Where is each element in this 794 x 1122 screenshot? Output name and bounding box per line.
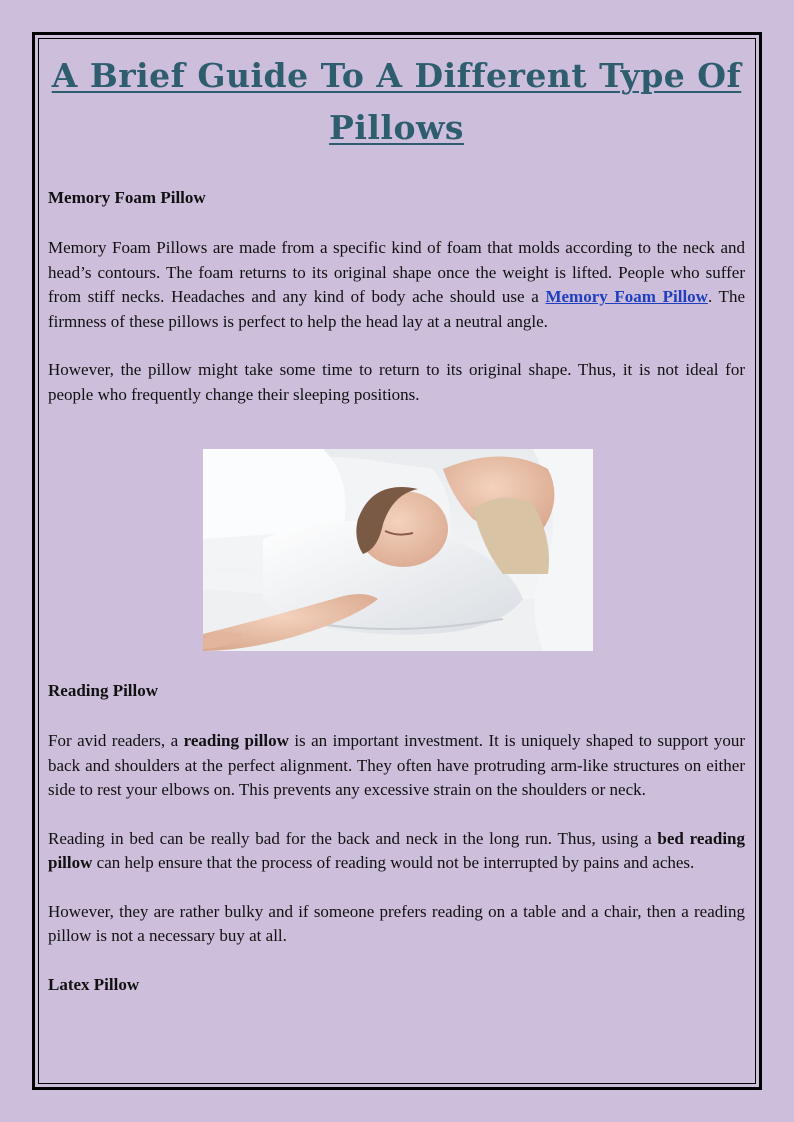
reading-paragraph-2 — [48, 827, 745, 876]
paragraph-text: Reading in bed can be really bad for the back and neck in the long run. Thus, using a — [48, 828, 658, 848]
section-heading-memory-foam: Memory Foam Pillow — [48, 188, 206, 207]
reading-paragraph-3: However, they are rather bulky and if someone prefers reading on a table and a chair, then a reading pillow is not a necessary buy at all. — [48, 901, 745, 945]
bold-keyword: reading pillow — [183, 731, 289, 750]
woman-sleeping-on-pillow-photo — [203, 449, 593, 651]
memory-foam-paragraph-1 — [48, 236, 745, 334]
section-heading-latex: Latex Pillow — [48, 974, 140, 994]
paragraph-text: For avid readers, a — [48, 731, 184, 750]
page-title: A Brief Guide To A Different Type Of Pillows — [51, 56, 742, 147]
paragraph-text: can help ensure that the process of reading would not be interrupted by pains and aches. — [92, 853, 695, 872]
paragraph-text: . The firmness of these pillows is perfect to help the head lay at a neutral angle. — [48, 287, 745, 331]
memory-foam-pillow-link[interactable]: Memory Foam Pillow — [545, 287, 708, 306]
pillow-photo-illustration — [203, 449, 593, 651]
reading-paragraph-1 — [48, 729, 745, 803]
bold-keyword: bed reading pillow — [48, 828, 745, 872]
paragraph-text: is an important investment. It is uniquely shaped to support your back and shoulders at the perfect alignment. They often have protruding arm-like structures on either side to rest your elbows on. This prevents any excessive strain on the shoulders or neck. — [48, 731, 745, 799]
document-body — [48, 44, 745, 997]
section-heading-reading: Reading Pillow — [48, 681, 159, 700]
memory-foam-paragraph-2: However, the pillow might take some time to return to its original shape. Thus, it is not ideal for people who frequently change their sleeping positions. — [48, 360, 745, 404]
paragraph-text: Memory Foam Pillows are made from a specific kind of foam that molds according to the neck and head’s contours. The foam returns to its original shape once the weight is lifted. People who suffer from stiff necks. Headaches and any kind of body ache should use a — [48, 238, 745, 306]
